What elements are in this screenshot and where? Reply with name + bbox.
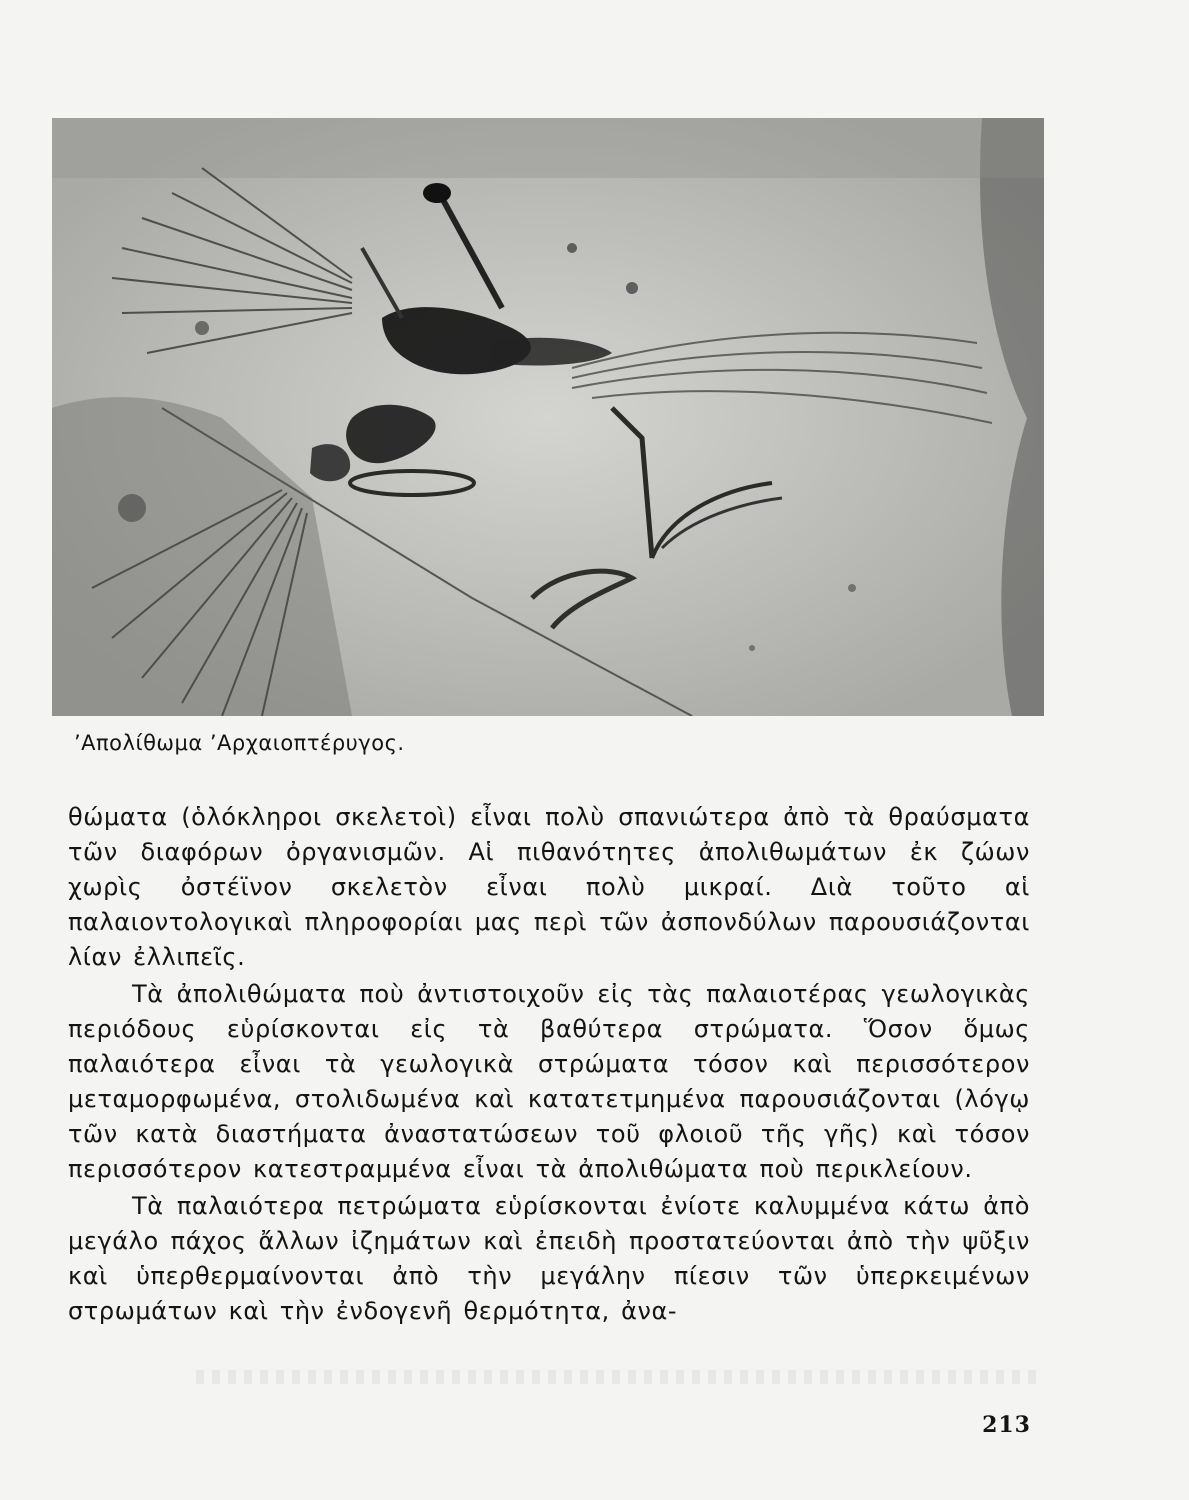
fossil-photo bbox=[52, 118, 1044, 716]
page-number: 213 bbox=[982, 1412, 1031, 1438]
bleed-through-shadow bbox=[196, 1370, 1036, 1384]
figure-caption: ’Απολίθωμα ’Αρχαιοπτέρυγος. bbox=[74, 731, 405, 755]
paragraph-3: Τὰ παλαιότερα πετρώματα εὑρίσκονται ἐνίοτε καλυμμένα κάτω ἀπὸ μεγάλο πάχος ἄλλων ἰζημάτων καὶ ἐπειδὴ προστατεύονται ἀπὸ τὴν ψῦξιν καὶ ὑπερθερμαίνονται ἀπὸ τὴν μεγάλην πίεσιν τῶν ὑπερκειμένων στρωμάτων καὶ τὴν ἐνδογενῆ θερμότητα, ἀνα- bbox=[68, 1192, 1030, 1325]
archaeopteryx-fossil-image bbox=[52, 118, 1044, 716]
paragraph-2: Τὰ ἀπολιθώματα ποὺ ἀντιστοιχοῦν εἰς τὰς παλαιοτέρας γεωλογικὰς περιόδους εὑρίσκονται εἰς τὰ βαθύτερα στρώματα. Ὅσον ὅμως παλαιότερα εἶναι τὰ γεωλογικὰ στρώματα τόσον καὶ περισσότερον μεταμορφωμένα, στολιδωμένα καὶ κατατετμημένα παρουσιάζονται (λόγῳ τῶν κατὰ διαστήματα ἀναστατώσεων τοῦ φλοιοῦ τῆς γῆς) καὶ τόσον περισσότερον κατεστραμμένα εἶναι τὰ ἀπολιθώματα ποὺ περικλείουν. bbox=[68, 980, 1030, 1183]
paragraph-1: θώματα (ὁλόκληροι σκελετοὶ) εἶναι πολὺ σπανιώτερα ἀπὸ τὰ θραύσματα τῶν διαφόρων ὀργανισμῶν. Αἱ πιθανότητες ἀπολιθωμάτων ἐκ ζώων χωρὶς ὀστέϊνον σκελετὸν εἶναι πολὺ μικραί. Διὰ τοῦτο αἱ παλαιοντολογικαὶ πληροφορίαι μας περὶ τῶν ἀσπονδύλων παρουσιάζονται λίαν ἐλλιπεῖς. bbox=[68, 803, 1030, 971]
body-text bbox=[68, 800, 1030, 1329]
